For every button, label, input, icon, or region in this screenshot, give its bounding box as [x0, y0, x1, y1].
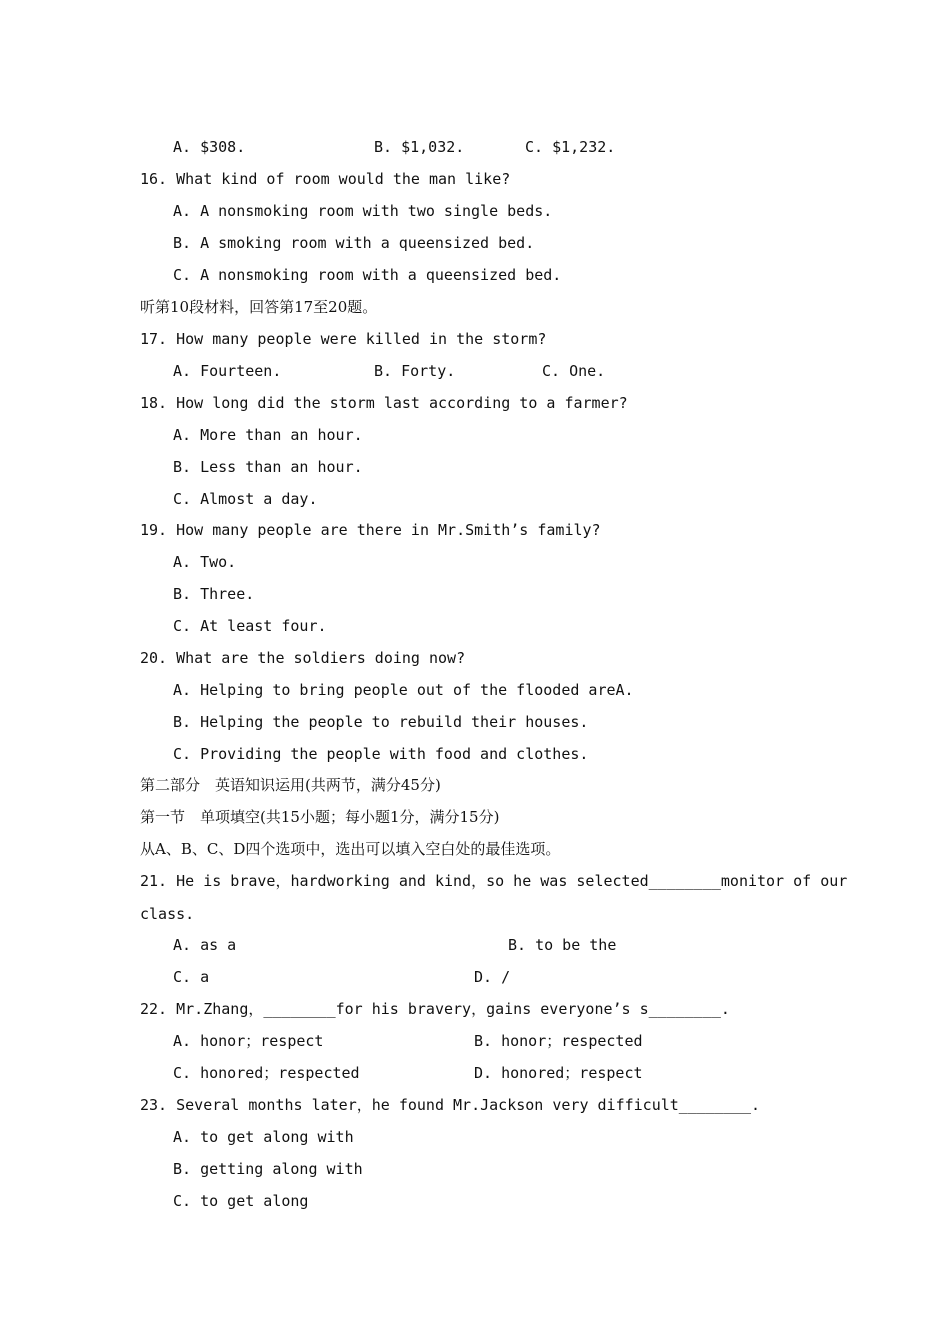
q23-stem: 23. Several months later，he found Mr.Jackson very difficult________.	[140, 1096, 761, 1114]
q22-option-c: C. honored；respected	[173, 1064, 360, 1082]
q22-option-d: D. honored；respect	[474, 1064, 643, 1082]
q15-option-c: C. $1,232.	[525, 138, 616, 156]
q23-option-a: A. to get along with	[173, 1128, 354, 1146]
q22-option-a: A. honor；respect	[173, 1032, 324, 1050]
q21-option-b: B. to be the	[508, 936, 617, 954]
q20-option-a: A. Helping to bring people out of the flooded areA.	[173, 681, 634, 699]
q21-stem: 21. He is brave，hardworking and kind，so he was selected________monitor of our	[140, 872, 848, 890]
q23-option-b: B. getting along with	[173, 1160, 363, 1178]
q17-option-b: B. Forty.	[374, 362, 456, 380]
q16-stem: 16. What kind of room would the man like?	[140, 170, 511, 188]
q17-option-c: C. One.	[542, 362, 606, 380]
q16-option-b: B. A smoking room with a queensized bed.	[173, 234, 535, 252]
q18-stem: 18. How long did the storm last according to a farmer?	[140, 394, 628, 412]
q23-option-c: C. to get along	[173, 1192, 309, 1210]
q15-option-b: B. $1,032.	[374, 138, 465, 156]
q20-option-b: B. Helping the people to rebuild their houses.	[173, 713, 589, 731]
q19-option-b: B. Three.	[173, 585, 255, 603]
q21-option-a: A. as a	[173, 936, 237, 954]
section-one-instruction: 从A、B、C、D四个选项中，选出可以填入空白处的最佳选项。	[140, 840, 561, 858]
q19-stem: 19. How many people are there in Mr.Smith’s family?	[140, 521, 601, 539]
q16-option-a: A. A nonsmoking room with two single beds.	[173, 202, 553, 220]
q16-option-c: C. A nonsmoking room with a queensized bed.	[173, 266, 562, 284]
q20-stem: 20. What are the soldiers doing now?	[140, 649, 466, 667]
q22-stem: 22. Mr.Zhang，________for his bravery，gains everyone’s s________.	[140, 1000, 730, 1018]
q18-option-b: B. Less than an hour.	[173, 458, 363, 476]
q21-option-d: D. /	[474, 968, 511, 986]
q17-option-a: A. Fourteen.	[173, 362, 282, 380]
q20-option-c: C. Providing the people with food and clothes.	[173, 745, 589, 763]
q15-option-a: A. $308.	[173, 138, 246, 156]
q21-stem-continued: class.	[140, 905, 195, 923]
q18-option-c: C. Almost a day.	[173, 490, 318, 508]
section-one-heading: 第一节 单项填空(共15小题；每小题1分，满分15分)	[140, 808, 500, 826]
q22-option-b: B. honor；respected	[474, 1032, 643, 1050]
q18-option-a: A. More than an hour.	[173, 426, 363, 444]
part-two-heading: 第二部分 英语知识运用(共两节，满分45分)	[140, 776, 441, 794]
q19-option-c: C. At least four.	[173, 617, 327, 635]
q21-option-c: C. a	[173, 968, 210, 986]
q19-option-a: A. Two.	[173, 553, 237, 571]
listening-instruction-10: 听第10段材料，回答第17至20题。	[140, 298, 378, 316]
q17-stem: 17. How many people were killed in the storm?	[140, 330, 547, 348]
